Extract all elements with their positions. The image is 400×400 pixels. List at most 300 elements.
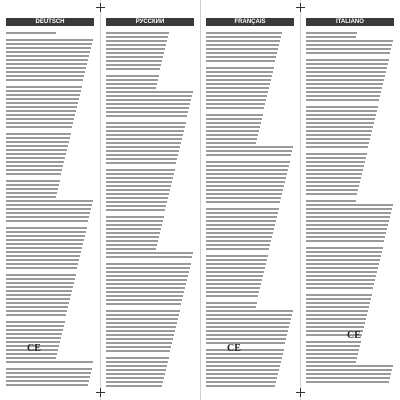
text-line	[206, 107, 264, 109]
text-line	[306, 138, 370, 140]
text-line	[106, 189, 170, 191]
text-line	[106, 60, 162, 62]
text-line	[6, 79, 83, 81]
text-line	[6, 165, 63, 167]
text-line	[6, 384, 88, 386]
text-line	[6, 298, 70, 300]
text-line	[6, 368, 92, 370]
text-line	[306, 40, 393, 42]
text-line	[6, 333, 62, 335]
registration-mark-icon	[96, 3, 105, 12]
text-line	[306, 110, 377, 112]
text-line	[106, 177, 173, 179]
text-line	[6, 290, 72, 292]
text-line	[306, 232, 386, 234]
text-line	[206, 228, 274, 230]
text-line	[106, 318, 178, 320]
text-line	[206, 114, 263, 116]
text-line	[106, 209, 165, 211]
text-line	[206, 248, 269, 250]
text-line	[306, 67, 387, 69]
text-line	[6, 161, 64, 163]
text-line	[206, 126, 260, 128]
text-line	[106, 103, 190, 105]
text-line	[306, 220, 389, 222]
text-line	[106, 342, 172, 344]
column-title: РУССКИЙ	[135, 19, 165, 25]
text-line	[6, 43, 92, 45]
text-line	[306, 157, 366, 159]
text-line	[6, 361, 93, 363]
text-line	[106, 126, 185, 128]
text-line	[306, 349, 359, 351]
text-line	[6, 184, 59, 186]
text-line	[206, 326, 289, 328]
text-line	[206, 134, 258, 136]
text-line	[106, 79, 158, 81]
text-line	[106, 52, 164, 54]
text-line	[306, 279, 375, 281]
text-line	[306, 185, 359, 187]
language-column	[106, 18, 194, 390]
text-line	[306, 275, 376, 277]
text-line	[6, 302, 69, 304]
fold-line	[200, 0, 201, 400]
text-line	[306, 142, 369, 144]
text-line	[206, 32, 282, 34]
text-line	[206, 295, 258, 297]
text-line	[106, 310, 180, 312]
text-line	[206, 342, 285, 344]
text-line	[106, 385, 162, 387]
text-line	[6, 149, 67, 151]
text-line	[306, 99, 379, 101]
text-line	[106, 185, 171, 187]
text-line	[106, 240, 158, 242]
text-line	[106, 216, 164, 218]
text-line	[106, 44, 166, 46]
text-line	[306, 287, 373, 289]
text-line	[6, 204, 92, 206]
text-line	[306, 306, 369, 308]
text-line	[6, 122, 73, 124]
text-line	[306, 247, 383, 249]
text-line	[106, 346, 171, 348]
text-line	[106, 193, 169, 195]
text-line	[206, 91, 268, 93]
text-line	[6, 212, 90, 214]
text-line	[6, 231, 86, 233]
text-line	[306, 251, 382, 253]
text-line	[6, 55, 89, 57]
text-line	[306, 63, 388, 65]
text-line	[6, 86, 82, 88]
text-line	[206, 40, 280, 42]
text-line	[6, 306, 68, 308]
text-line	[106, 236, 159, 238]
text-line	[106, 146, 180, 148]
fold-line	[100, 0, 101, 400]
text-line	[206, 146, 293, 148]
text-line	[6, 192, 57, 194]
text-line	[206, 75, 272, 77]
text-line	[106, 263, 191, 265]
text-line	[106, 99, 191, 101]
text-line	[206, 118, 262, 120]
text-line	[206, 385, 275, 387]
text-line	[206, 103, 265, 105]
text-line	[6, 321, 65, 323]
text-line	[6, 133, 71, 135]
text-line	[306, 95, 380, 97]
text-line	[206, 67, 274, 69]
text-line	[206, 267, 265, 269]
text-line	[206, 52, 277, 54]
text-line	[306, 236, 385, 238]
text-line	[6, 274, 76, 276]
text-line	[206, 193, 282, 195]
text-line	[206, 259, 267, 261]
text-line	[206, 373, 278, 375]
text-line	[106, 154, 178, 156]
text-line	[6, 376, 90, 378]
text-line	[206, 236, 272, 238]
text-line	[6, 173, 61, 175]
text-line	[6, 94, 80, 96]
text-line	[306, 126, 373, 128]
text-line	[6, 208, 91, 210]
text-line	[206, 95, 267, 97]
text-line	[6, 157, 65, 159]
text-line	[6, 220, 88, 222]
column-title: ITALIANO	[336, 19, 364, 25]
text-line	[6, 47, 91, 49]
text-line	[6, 263, 78, 265]
text-line	[6, 286, 73, 288]
text-line	[106, 83, 157, 85]
language-column	[206, 18, 294, 390]
text-line	[206, 322, 290, 324]
text-line	[206, 310, 293, 312]
text-line	[306, 48, 391, 50]
text-line	[6, 337, 61, 339]
text-line	[206, 169, 288, 171]
text-line	[106, 87, 156, 89]
text-line	[206, 291, 259, 293]
ce-mark: CE	[347, 330, 361, 341]
text-line	[206, 271, 264, 273]
text-line	[106, 252, 193, 254]
text-line	[206, 369, 279, 371]
text-line	[206, 244, 270, 246]
text-line	[206, 122, 261, 124]
text-line	[206, 150, 292, 152]
text-line	[6, 325, 64, 327]
text-line	[206, 154, 291, 156]
text-line	[306, 377, 390, 379]
text-line	[106, 142, 181, 144]
text-line	[6, 380, 89, 382]
text-line	[6, 126, 72, 128]
column-title: DEUTSCH	[35, 19, 65, 25]
text-line	[6, 372, 91, 374]
text-line	[206, 79, 271, 81]
text-line	[206, 365, 280, 367]
text-line	[306, 365, 393, 367]
text-line	[6, 251, 81, 253]
text-line	[306, 310, 368, 312]
text-line	[6, 145, 68, 147]
text-line	[6, 51, 90, 53]
text-line	[6, 235, 85, 237]
text-line	[206, 353, 283, 355]
text-line	[306, 134, 371, 136]
text-line	[306, 165, 364, 167]
text-line	[106, 68, 160, 70]
text-line	[306, 75, 385, 77]
text-line	[106, 373, 165, 375]
text-line	[6, 39, 93, 41]
text-line	[106, 173, 174, 175]
text-line	[106, 169, 175, 171]
text-line	[106, 244, 157, 246]
text-line	[306, 314, 367, 316]
text-line	[6, 75, 84, 77]
text-line	[306, 259, 380, 261]
text-line	[306, 173, 362, 175]
text-line	[206, 212, 278, 214]
text-line	[6, 137, 70, 139]
text-line	[6, 282, 74, 284]
text-line	[306, 228, 387, 230]
text-line	[106, 75, 159, 77]
text-line	[206, 173, 287, 175]
text-line	[306, 373, 391, 375]
text-line	[6, 141, 69, 143]
text-line	[106, 377, 164, 379]
text-line	[106, 162, 176, 164]
text-line	[206, 181, 285, 183]
text-line	[306, 146, 368, 148]
text-line	[206, 287, 260, 289]
text-line	[306, 216, 390, 218]
text-line	[306, 32, 357, 34]
text-line	[6, 310, 67, 312]
text-line	[6, 114, 75, 116]
text-line	[6, 90, 81, 92]
text-line	[106, 248, 156, 250]
text-line	[306, 381, 389, 383]
text-line	[6, 169, 62, 171]
text-line	[206, 56, 276, 58]
text-line	[306, 106, 378, 108]
text-line	[206, 83, 270, 85]
text-line	[206, 60, 275, 62]
text-line	[106, 40, 167, 42]
text-line	[306, 79, 384, 81]
text-line	[106, 232, 160, 234]
text-line	[306, 357, 357, 359]
text-line	[106, 36, 168, 38]
text-line	[6, 71, 85, 73]
text-line	[6, 118, 74, 120]
text-line	[206, 283, 261, 285]
text-line	[106, 138, 182, 140]
ce-mark: CE	[227, 343, 241, 354]
text-line	[106, 350, 170, 352]
text-line	[106, 64, 161, 66]
registration-mark-icon	[296, 388, 305, 397]
text-line	[6, 255, 80, 257]
text-line	[306, 71, 386, 73]
text-line	[6, 200, 93, 202]
text-line	[206, 220, 276, 222]
text-line	[106, 295, 183, 297]
text-line	[6, 196, 56, 198]
text-line	[306, 345, 360, 347]
text-line	[6, 329, 63, 331]
text-line	[106, 291, 184, 293]
text-line	[306, 361, 356, 363]
text-line	[206, 189, 283, 191]
text-line	[206, 201, 280, 203]
text-line	[206, 279, 262, 281]
text-line	[206, 130, 259, 132]
text-line	[6, 216, 89, 218]
text-line	[6, 243, 83, 245]
text-line	[206, 138, 257, 140]
registration-mark-icon	[296, 3, 305, 12]
text-line	[106, 381, 163, 383]
text-line	[306, 114, 376, 116]
text-line	[106, 365, 167, 367]
text-line	[206, 240, 271, 242]
text-line	[106, 287, 185, 289]
text-line	[206, 302, 257, 304]
text-line	[306, 255, 381, 257]
text-line	[106, 271, 189, 273]
text-line	[306, 193, 357, 195]
text-line	[306, 302, 370, 304]
text-line	[206, 177, 286, 179]
text-line	[106, 181, 172, 183]
text-line	[306, 212, 391, 214]
text-line	[106, 314, 179, 316]
text-line	[6, 180, 60, 182]
text-line	[6, 110, 76, 112]
text-line	[206, 87, 269, 89]
text-line	[306, 326, 364, 328]
text-line	[106, 130, 184, 132]
text-line	[6, 188, 58, 190]
text-line	[206, 275, 263, 277]
text-line	[306, 153, 367, 155]
text-line	[306, 87, 382, 89]
text-line	[106, 220, 163, 222]
text-line	[206, 142, 256, 144]
text-line	[206, 208, 279, 210]
text-line	[206, 48, 278, 50]
text-line	[6, 98, 79, 100]
text-line	[306, 118, 375, 120]
text-line	[306, 369, 392, 371]
text-line	[6, 278, 75, 280]
text-line	[306, 322, 365, 324]
text-line	[306, 224, 388, 226]
text-line	[106, 361, 168, 363]
text-line	[106, 158, 177, 160]
text-line	[206, 216, 277, 218]
text-line	[306, 267, 378, 269]
text-line	[106, 369, 166, 371]
text-line	[306, 91, 381, 93]
text-line	[6, 267, 77, 269]
text-line	[306, 298, 371, 300]
text-line	[206, 377, 277, 379]
text-line	[106, 334, 174, 336]
text-line	[306, 204, 393, 206]
text-line	[106, 322, 177, 324]
text-line	[106, 32, 169, 34]
text-line	[106, 299, 182, 301]
text-line	[6, 67, 86, 69]
text-line	[206, 71, 273, 73]
text-line	[306, 83, 383, 85]
text-line	[106, 95, 192, 97]
text-line	[306, 353, 358, 355]
text-line	[106, 267, 190, 269]
text-line	[206, 197, 281, 199]
text-line	[306, 181, 360, 183]
column-title: FRANÇAIS	[234, 19, 266, 25]
text-line	[306, 161, 365, 163]
text-line	[6, 59, 88, 61]
text-line	[106, 228, 161, 230]
text-line	[306, 44, 392, 46]
text-line	[106, 107, 189, 109]
fold-line	[300, 0, 301, 400]
text-line	[206, 255, 268, 257]
text-line	[206, 361, 281, 363]
text-line	[106, 197, 168, 199]
text-line	[6, 294, 71, 296]
text-line	[106, 115, 187, 117]
text-line	[206, 338, 286, 340]
text-line	[306, 271, 377, 273]
text-line	[106, 338, 173, 340]
text-line	[6, 227, 87, 229]
text-line	[106, 279, 187, 281]
text-line	[106, 256, 192, 258]
text-line	[206, 224, 275, 226]
text-line	[106, 205, 166, 207]
text-line	[306, 318, 366, 320]
text-line	[306, 130, 372, 132]
text-line	[306, 36, 356, 38]
text-line	[106, 326, 176, 328]
text-line	[106, 283, 186, 285]
text-line	[206, 357, 282, 359]
text-line	[306, 52, 390, 54]
text-line	[106, 56, 163, 58]
text-line	[6, 106, 77, 108]
text-line	[6, 102, 78, 104]
text-line	[306, 177, 361, 179]
text-line	[106, 330, 175, 332]
text-line	[306, 122, 374, 124]
text-line	[6, 314, 66, 316]
text-line	[306, 294, 372, 296]
